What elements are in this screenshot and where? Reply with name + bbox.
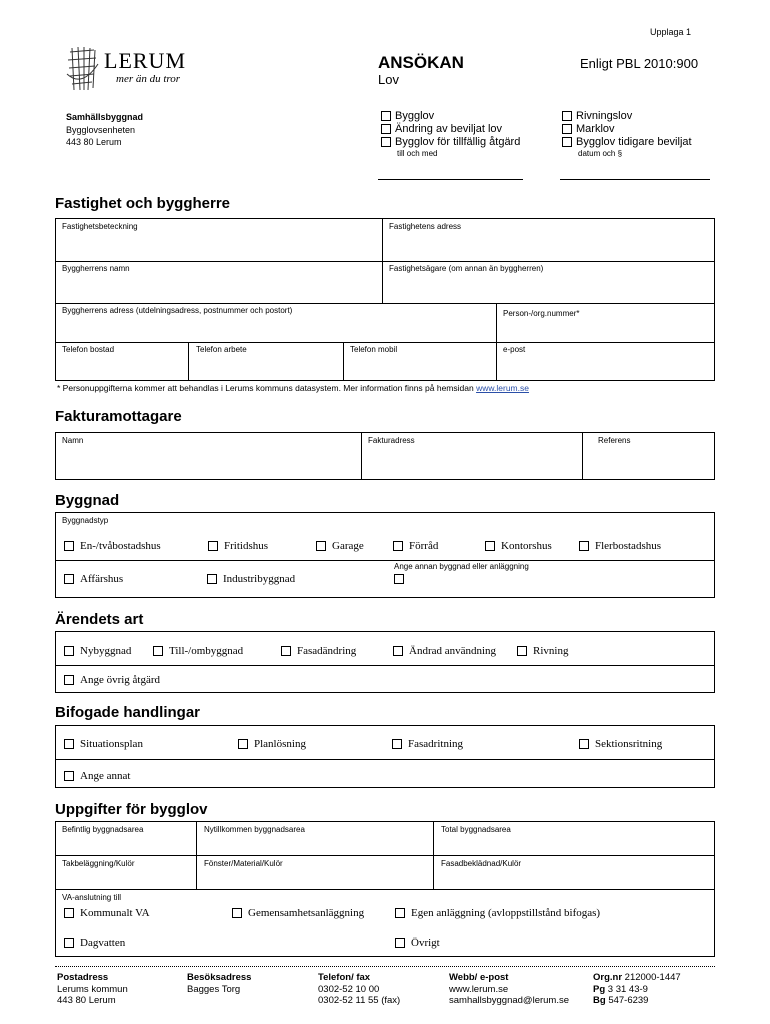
checkbox[interactable] bbox=[238, 739, 248, 749]
section-arende: Ärendets art bbox=[55, 611, 144, 628]
footer-email-link[interactable]: samhallsbyggnad@lerum.se bbox=[449, 995, 570, 1006]
checkbox[interactable] bbox=[64, 739, 74, 749]
option-ovrig-atgard[interactable]: Ange övrig åtgärd bbox=[64, 674, 160, 686]
option-tidigare-beviljat[interactable]: Bygglov tidigare beviljat bbox=[562, 136, 692, 148]
option-industribyggnad[interactable]: Industribyggnad bbox=[207, 573, 295, 585]
option-rivningslov[interactable]: Rivningslov bbox=[562, 110, 632, 122]
section-fastighet: Fastighet och byggherre bbox=[55, 195, 231, 212]
checkbox[interactable] bbox=[281, 646, 291, 656]
checkbox[interactable] bbox=[393, 541, 403, 551]
checkbox[interactable] bbox=[64, 541, 74, 551]
note-till-och-med: till och med bbox=[397, 149, 438, 158]
option-affarshus[interactable]: Affärshus bbox=[64, 573, 123, 585]
note-datum: datum och § bbox=[578, 149, 623, 158]
checkbox[interactable] bbox=[579, 739, 589, 749]
option-fasadritning[interactable]: Fasadritning bbox=[392, 738, 463, 750]
form-subtitle: Lov bbox=[378, 72, 399, 87]
option-situationsplan[interactable]: Situationsplan bbox=[64, 738, 143, 750]
office-line1: Samhällsbyggnad bbox=[66, 112, 144, 122]
field-referens[interactable]: Referens bbox=[598, 436, 631, 445]
option-nybyggnad[interactable]: Nybyggnad bbox=[64, 645, 131, 657]
checkbox[interactable] bbox=[64, 771, 74, 781]
field-fastighetsbeteckning[interactable]: Fastighetsbeteckning bbox=[62, 222, 138, 231]
form-title: ANSÖKAN bbox=[378, 53, 464, 72]
option-planlosning[interactable]: Planlösning bbox=[238, 738, 306, 750]
footer-divider bbox=[55, 966, 715, 967]
checkbox[interactable] bbox=[381, 111, 391, 121]
field-faktura-namn[interactable]: Namn bbox=[62, 436, 84, 445]
checkbox[interactable] bbox=[392, 739, 402, 749]
option-marklov[interactable]: Marklov bbox=[562, 123, 615, 135]
annan-byggnad-label: Ange annan byggnad eller anläggning bbox=[394, 562, 529, 571]
option-gemensamhetsanlaggning[interactable]: Gemensamhetsanläggning bbox=[232, 907, 364, 919]
option-andrad-anvandning[interactable]: Ändrad användning bbox=[393, 645, 496, 657]
lerum-link[interactable]: www.lerum.se bbox=[476, 383, 529, 393]
lerum-emblem-icon bbox=[64, 44, 100, 92]
field-nytillkommen-byggnadsarea[interactable]: Nytillkommen byggnadsarea bbox=[204, 825, 305, 834]
option-en-tvabostadshus[interactable]: En-/tvåbostadshus bbox=[64, 540, 161, 552]
office-line2: Bygglovsenheten bbox=[66, 124, 136, 135]
option-tillfallig[interactable]: Bygglov för tillfällig åtgärd bbox=[381, 136, 520, 148]
option-annan-byggnad[interactable] bbox=[394, 573, 410, 585]
byggnad-table bbox=[55, 512, 715, 598]
field-epost[interactable]: e-post bbox=[503, 345, 526, 354]
field-fastighetens-adress[interactable]: Fastighetens adress bbox=[389, 222, 462, 231]
section-bifogade: Bifogade handlingar bbox=[55, 704, 201, 721]
section-uppgifter: Uppgifter för bygglov bbox=[55, 801, 208, 818]
field-telefon-bostad[interactable]: Telefon bostad bbox=[62, 345, 115, 354]
field-personnummer[interactable]: Person-/org.nummer* bbox=[503, 309, 580, 318]
checkbox[interactable] bbox=[395, 938, 405, 948]
footer-webb: Webb/ e-post www.lerum.se samhallsbyggnad@lerum.se bbox=[449, 972, 570, 1006]
option-till-ombyggnad[interactable]: Till-/ombyggnad bbox=[153, 645, 243, 657]
section-faktura: Fakturamottagare bbox=[55, 408, 182, 425]
checkbox[interactable] bbox=[485, 541, 495, 551]
option-fritidshus[interactable]: Fritidshus bbox=[208, 540, 268, 552]
datum-line[interactable] bbox=[560, 179, 710, 180]
footer-besoksadress: Besöksadress Bagges Torg bbox=[187, 972, 252, 995]
checkbox[interactable] bbox=[64, 675, 74, 685]
till-och-med-line[interactable] bbox=[378, 179, 523, 180]
option-rivning[interactable]: Rivning bbox=[517, 645, 568, 657]
byggnadstyp-label: Byggnadstyp bbox=[62, 516, 109, 525]
field-fasadbekladnad[interactable]: Fasadbeklädnad/Kulör bbox=[441, 859, 522, 868]
option-sektionsritning[interactable]: Sektionsritning bbox=[579, 738, 662, 750]
option-flerbostadshus[interactable]: Flerbostadshus bbox=[579, 540, 661, 552]
field-telefon-arbete[interactable]: Telefon arbete bbox=[196, 345, 247, 354]
field-fakturadress[interactable]: Fakturadress bbox=[368, 436, 415, 445]
checkbox[interactable] bbox=[381, 137, 391, 147]
section-byggnad: Byggnad bbox=[55, 492, 120, 509]
checkbox[interactable] bbox=[562, 137, 572, 147]
lerum-logo bbox=[64, 44, 214, 94]
field-fonster[interactable]: Fönster/Material/Kulör bbox=[204, 859, 283, 868]
fastighet-table bbox=[55, 218, 715, 381]
bifogade-table bbox=[55, 725, 715, 788]
field-fastighetsagare[interactable]: Fastighetsägare (om annan än byggherren) bbox=[389, 264, 544, 273]
option-fasadandring[interactable]: Fasadändring bbox=[281, 645, 356, 657]
checkbox[interactable] bbox=[562, 111, 572, 121]
option-ovrigt[interactable]: Övrigt bbox=[395, 937, 440, 949]
privacy-note: * Personuppgifterna kommer att behandlas i Lerums kommuns datasystem. Mer information finns på hemsidan www.lerum.se bbox=[57, 383, 529, 393]
uppgifter-table bbox=[55, 821, 715, 957]
field-total-byggnadsarea[interactable]: Total byggnadsarea bbox=[441, 825, 511, 834]
checkbox[interactable] bbox=[153, 646, 163, 656]
option-forrad[interactable]: Förråd bbox=[393, 540, 438, 552]
footer-telefon: Telefon/ fax 0302-52 10 00 0302-52 11 55 (fax) bbox=[318, 972, 401, 1006]
option-egen-anlaggning[interactable]: Egen anläggning (avloppstillstånd bifogas) bbox=[395, 907, 600, 919]
footer-orgnr: Org.nr 212000-1447 Pg 3 31 43-9 Bg 547-6239 bbox=[593, 972, 681, 1006]
checkbox[interactable] bbox=[64, 574, 74, 584]
law-reference: Enligt PBL 2010:900 bbox=[580, 56, 699, 71]
option-garage[interactable]: Garage bbox=[316, 540, 364, 552]
option-kontorshus[interactable]: Kontorshus bbox=[485, 540, 552, 552]
checkbox[interactable] bbox=[208, 541, 218, 551]
field-byggherrens-adress[interactable]: Byggherrens adress (utdelningsadress, postnummer och postort) bbox=[62, 306, 293, 315]
checkbox[interactable] bbox=[395, 908, 405, 918]
checkbox[interactable] bbox=[562, 124, 572, 134]
checkbox[interactable] bbox=[579, 541, 589, 551]
option-kommunalt-va[interactable]: Kommunalt VA bbox=[64, 907, 150, 919]
office-line3: 443 80 Lerum bbox=[66, 137, 122, 147]
faktura-table bbox=[55, 432, 715, 480]
field-telefon-mobil[interactable]: Telefon mobil bbox=[350, 345, 398, 354]
footer-web-link[interactable]: www.lerum.se bbox=[449, 983, 509, 995]
checkbox[interactable] bbox=[393, 646, 403, 656]
footer-postadress: Postadress Lerums kommun 443 80 Lerum bbox=[57, 972, 128, 1006]
checkbox[interactable] bbox=[381, 124, 391, 134]
va-anslutning-label: VA-anslutning till bbox=[62, 893, 121, 902]
option-bygglov[interactable]: Bygglov bbox=[381, 110, 434, 122]
option-ange-annat[interactable]: Ange annat bbox=[64, 770, 130, 782]
logo-tagline: mer än du tror bbox=[116, 73, 181, 85]
checkbox[interactable] bbox=[64, 646, 74, 656]
field-befintlig-byggnadsarea[interactable]: Befintlig byggnadsarea bbox=[62, 825, 144, 834]
checkbox[interactable] bbox=[316, 541, 326, 551]
edition-label: Upplaga 1 bbox=[650, 27, 692, 37]
checkbox[interactable] bbox=[394, 574, 404, 584]
field-takbelaggning[interactable]: Takbeläggning/Kulör bbox=[62, 859, 135, 868]
field-byggherrens-namn[interactable]: Byggherrens namn bbox=[62, 264, 130, 273]
checkbox[interactable] bbox=[64, 908, 74, 918]
option-andring[interactable]: Ändring av beviljat lov bbox=[381, 123, 502, 135]
option-dagvatten[interactable]: Dagvatten bbox=[64, 937, 125, 949]
checkbox[interactable] bbox=[64, 938, 74, 948]
checkbox[interactable] bbox=[207, 574, 217, 584]
checkbox[interactable] bbox=[232, 908, 242, 918]
office-address bbox=[66, 111, 143, 149]
checkbox[interactable] bbox=[517, 646, 527, 656]
logo-name: LERUM bbox=[104, 48, 186, 73]
